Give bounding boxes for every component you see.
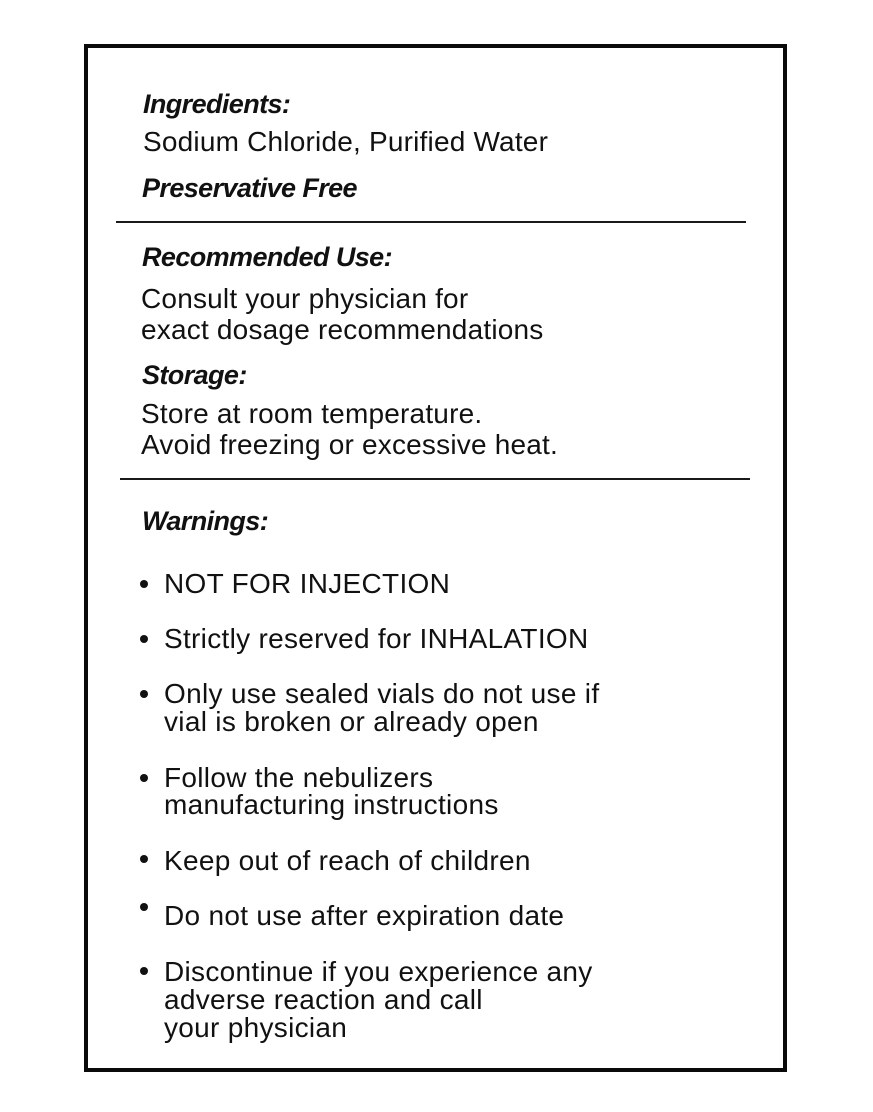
preservative-free-note: Preservative Free bbox=[142, 173, 357, 203]
bullet-icon bbox=[140, 967, 148, 975]
recommended-use-heading: Recommended Use: bbox=[142, 242, 392, 272]
bullet-icon bbox=[140, 580, 148, 588]
warnings-heading: Warnings: bbox=[142, 506, 269, 536]
storage-line-2: Avoid freezing or excessive heat. bbox=[141, 429, 558, 460]
section-divider bbox=[120, 478, 750, 480]
warning-text: vial is broken or already open bbox=[164, 706, 539, 737]
ingredients-text: Sodium Chloride, Purified Water bbox=[143, 126, 549, 157]
bullet-icon bbox=[140, 690, 148, 698]
warning-text: Keep out of reach of children bbox=[164, 845, 531, 876]
warning-text: Only use sealed vials do not use if bbox=[164, 678, 600, 709]
warning-text: Follow the nebulizers bbox=[164, 762, 434, 793]
recommended-use-line-2: exact dosage recommendations bbox=[141, 314, 544, 345]
bullet-icon bbox=[140, 903, 148, 911]
ingredients-heading: Ingredients: bbox=[143, 89, 291, 119]
warning-text: adverse reaction and call bbox=[164, 984, 483, 1015]
bullet-icon bbox=[140, 855, 148, 863]
warning-text: manufacturing instructions bbox=[164, 789, 499, 820]
warning-text: Strictly reserved for INHALATION bbox=[164, 623, 589, 654]
warning-text: your physician bbox=[164, 1012, 348, 1043]
bullet-icon bbox=[140, 774, 148, 782]
warning-text: Discontinue if you experience any bbox=[164, 956, 593, 987]
bullet-icon bbox=[140, 635, 148, 643]
storage-heading: Storage: bbox=[142, 360, 247, 390]
section-divider bbox=[116, 221, 746, 223]
warning-text: NOT FOR INJECTION bbox=[164, 568, 451, 599]
storage-line-1: Store at room temperature. bbox=[141, 398, 483, 429]
recommended-use-line-1: Consult your physician for bbox=[141, 283, 469, 314]
warning-text: Do not use after expiration date bbox=[164, 900, 565, 931]
